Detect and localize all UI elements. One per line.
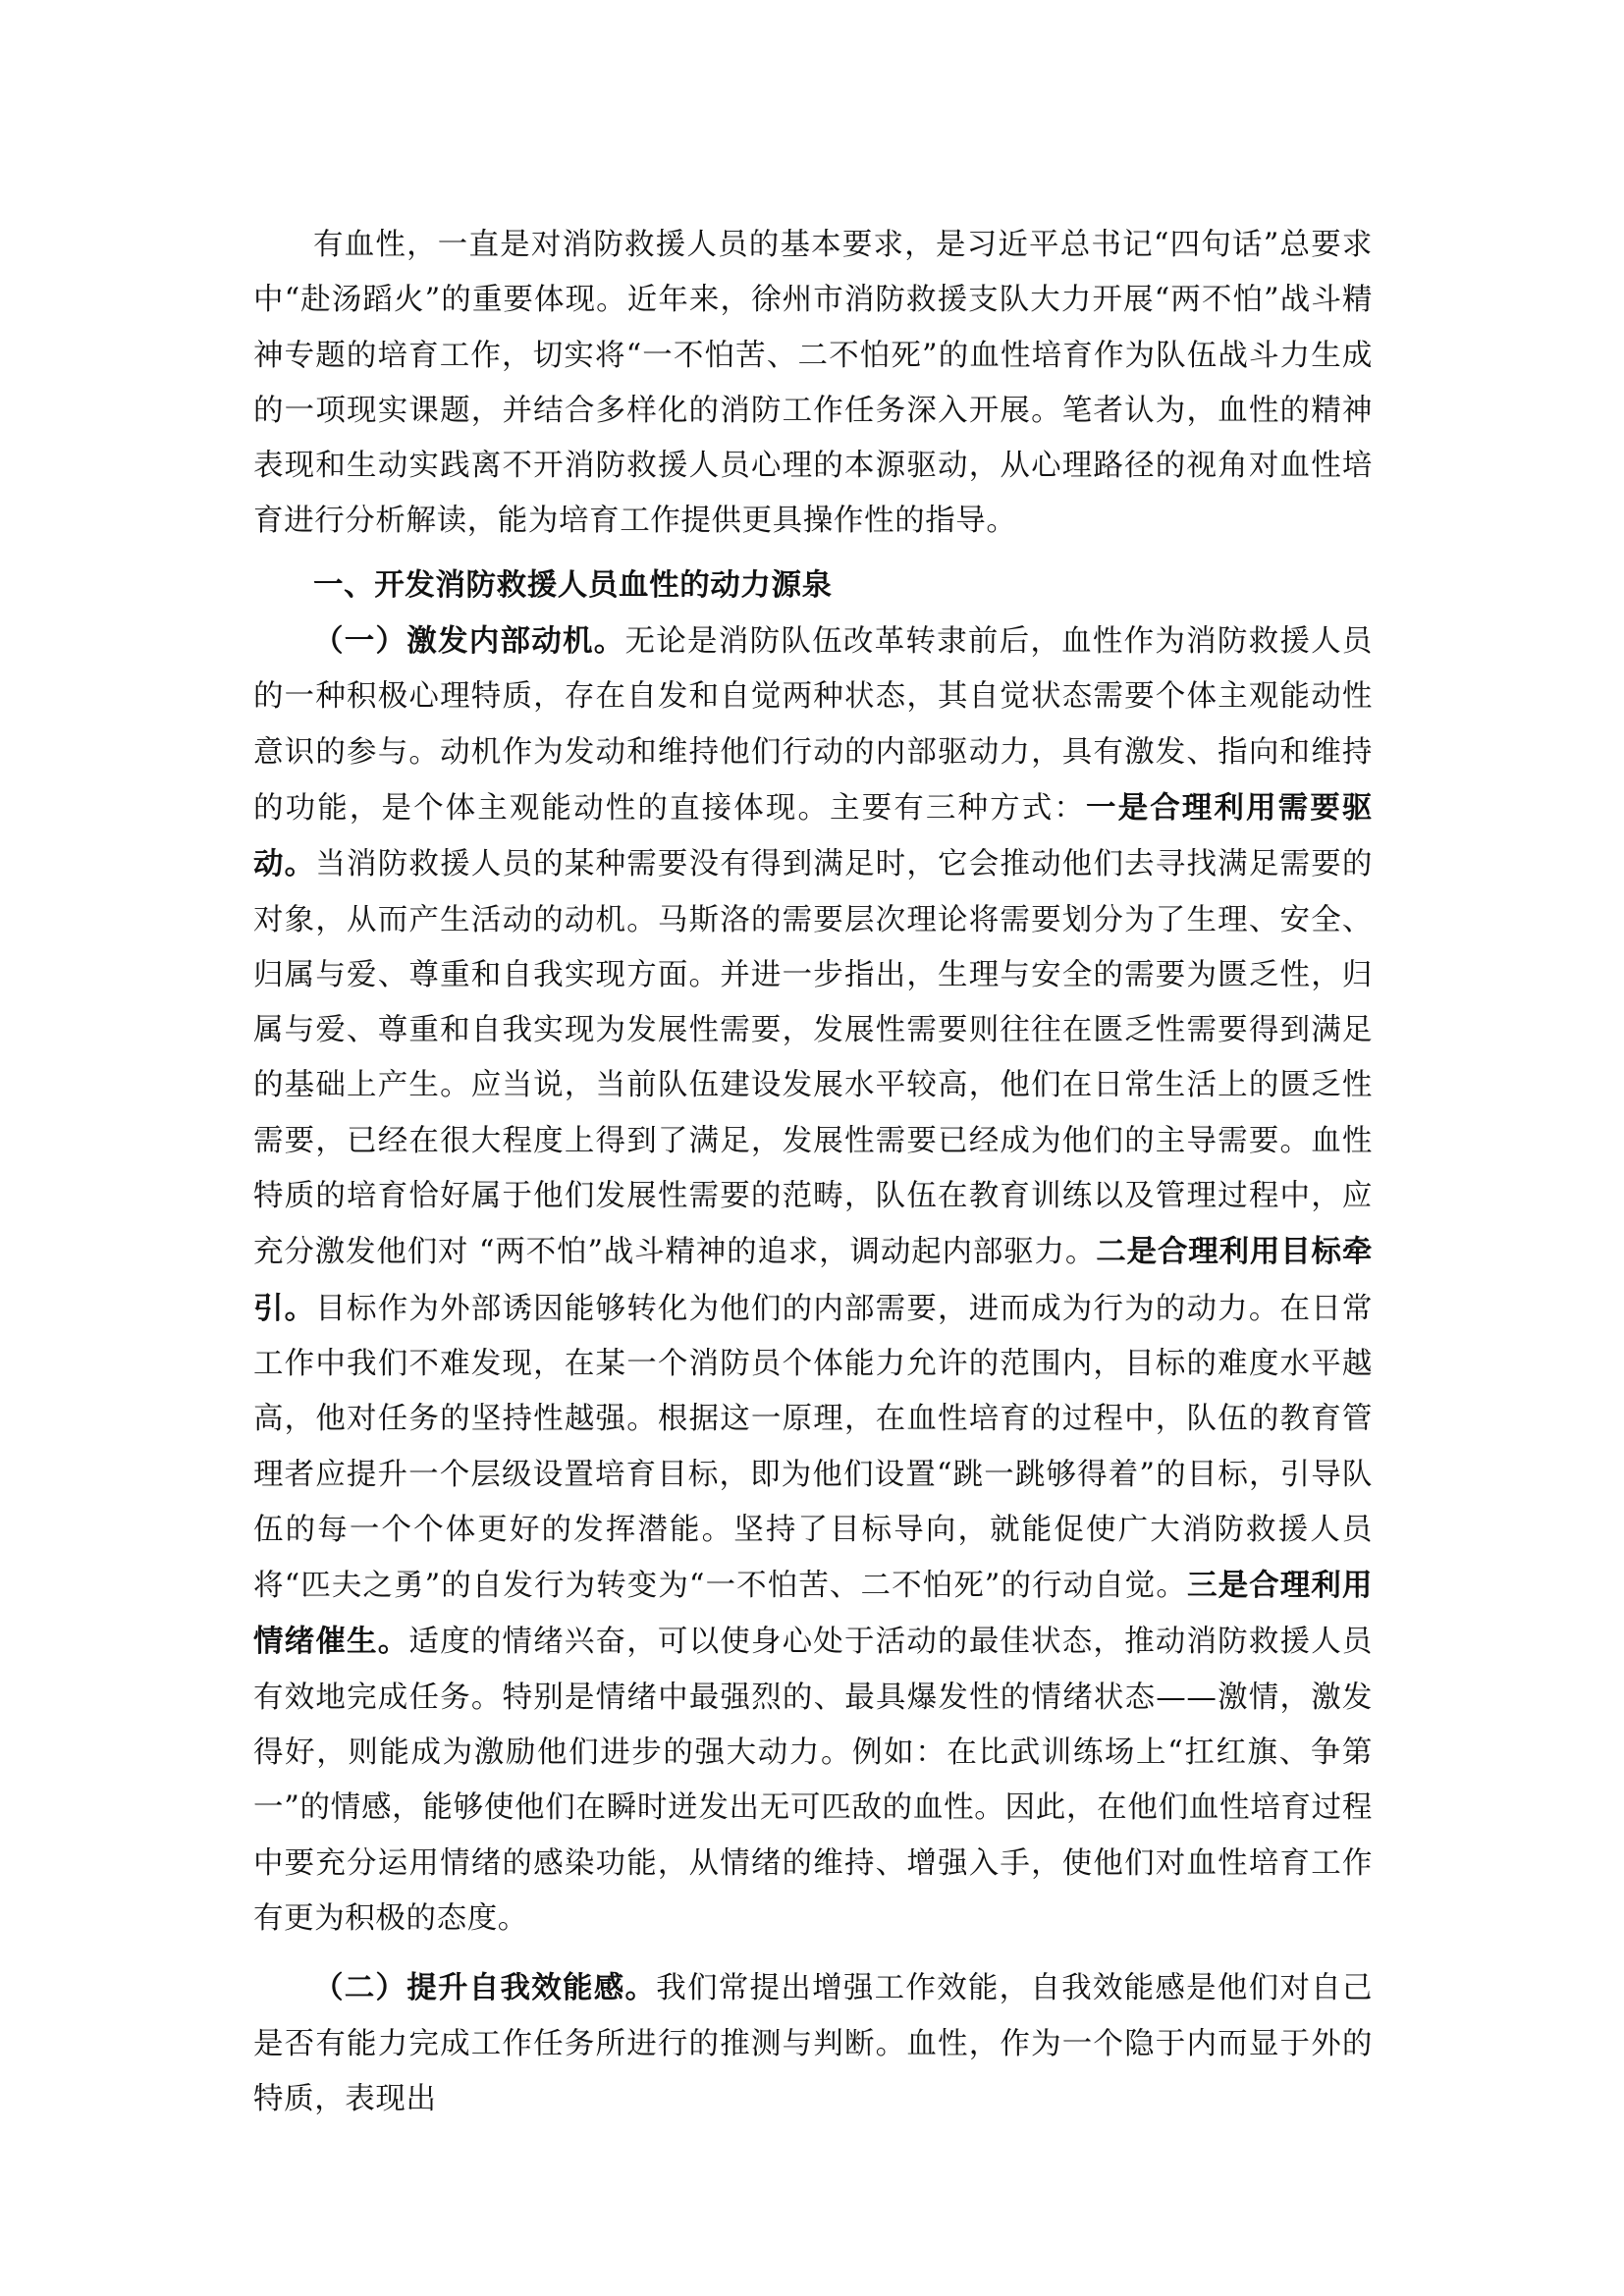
document-body — [253, 218, 1373, 2127]
point-title-2: 二是合理利用目标牵引。 — [253, 1234, 1373, 1326]
subsection-paragraph-2 — [253, 1960, 1373, 2127]
intro-paragraph: 有血性，一直是对消防救援人员的基本要求，是习近平总书记“四句话”总要求中“赴汤蹈火”的重要体现。近年来，徐州市消防救援支队大力开展“两不怕”战斗精神专题的培育工作，切实将“一不怕苦、二不怕死”的血性培育作为队伍战斗力生成的一项现实课题，并结合多样化的消防工作任务深入开展。笔者认为，血性的精神表现和生动实践离不开消防救援人员心理的本源驱动，从心理路径的视角对血性培育进行分析解读，能为培育工作提供更具操作性的指导。 — [253, 228, 1373, 539]
paragraph-text: 我们常提出增强工作效能，自我效能感是他们对自己是否有能力完成工作任务所进行的推测与判断。血性，作为一个隐于内而显于外的特质，表现出 — [253, 1971, 1373, 2116]
paragraph-text: 适度的情绪兴奋，可以使身心处于活动的最佳状态，推动消防救援人员有效地完成任务。特别是情绪中最强烈的、最具爆发性的情绪状态——激情，激发得好，则能成为激励他们进步的强大动力。例如：在比武训练场上“扛红旗、争第一”的情感，能够使他们在瞬时迸发出无可匹敌的血性。因此，在他们血性培育过程中要充分运用情绪的感染功能，从情绪的维持、增强入手，使他们对血性培育工作有更为积极的态度。 — [253, 1625, 1373, 1936]
subsection-paragraph-1 — [253, 614, 1373, 1947]
point-title-3: 三是合理利用情绪催生。 — [253, 1568, 1373, 1660]
section-heading-1-text: 一、开发消防救援人员血性的动力源泉 — [313, 566, 833, 603]
subsection-title-2: （二）提升自我效能感。 — [313, 1970, 657, 2006]
paragraph-text: 无论是消防队伍改革转隶前后，血性作为消防救援人员的一种积极心理特质，存在自发和自觉两种状态，其自觉状态需要个体主观能动性意识的参与。动机作为发动和维持他们行动的内部驱动力，具有激发、指向和维持的功能，是个体主观能动性的直接体现。主要有三种方式： — [253, 624, 1373, 826]
paragraph-text: 目标作为外部诱因能够转化为他们的内部需要，进而成为行为的动力。在日常工作中我们不难发现，在某一个消防员个体能力允许的范围内，目标的难度水平越高，他对任务的坚持性越强。根据这一原理，在血性培育的过程中，队伍的教育管理者应提升一个层级设置培育目标，即为他们设置“跳一跳够得着”的目标，引导队伍的每一个个体更好的发挥潜能。坚持了目标导向，就能促使广大消防救援人员将“匹夫之勇”的自发行为转变为“一不怕苦、二不怕死”的行动自觉。 — [253, 1291, 1373, 1604]
paragraph-text: 当消防救援人员的某种需要没有得到满足时，它会推动他们去寻找满足需要的对象，从而产生活动的动机。马斯洛的需要层次理论将需要划分为了生理、安全、归属与爱、尊重和自我实现方面。并进一步指出，生理与安全的需要为匮乏性，归属与爱、尊重和自我实现为发展性需要，发展性需要则往往在匮乏性需要得到满足的基础上产生。应当说，当前队伍建设发展水平较高，他们在日常生活上的匮乏性需要，已经在很大程度上得到了满足，发展性需要已经成为他们的主导需要。血性特质的培育恰好属于他们发展性需要的范畴，队伍在教育训练以及管理过程中，应充分激发他们对 “两不怕”战斗精神的追求，调动起内部驱力。 — [253, 847, 1373, 1270]
section-heading-1 — [253, 558, 1373, 614]
point-title-1: 一是合理利用需要驱动。 — [253, 789, 1373, 882]
subsection-title-1: （一）激发内部动机。 — [313, 623, 625, 660]
